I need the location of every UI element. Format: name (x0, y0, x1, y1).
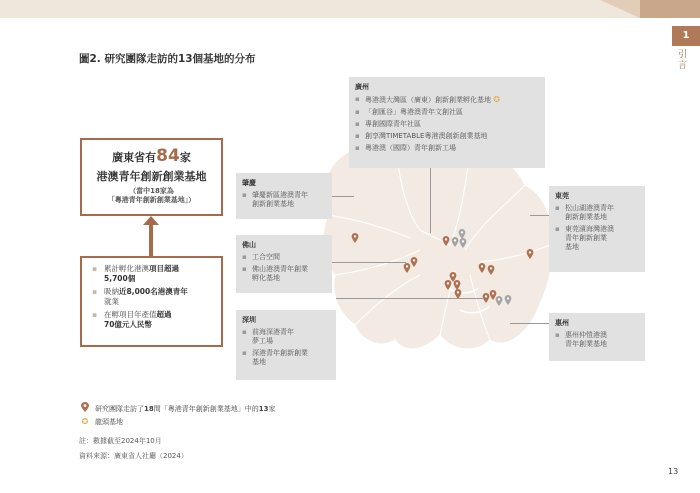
stat-item: ▪ 在孵項目年產值超過 70億元人民幣 (92, 310, 215, 330)
stat-item: ▪ 累計孵化港澳項目超過 5,700個 (92, 264, 215, 284)
side-section-label: 引言 (678, 50, 688, 71)
summary-sub-line1: （當中18家為 (129, 187, 174, 195)
top-band-accent (600, 0, 640, 18)
city-name-dongguan: 東莞 (555, 192, 569, 200)
leader-shenzhen (336, 298, 484, 299)
city-item: ▪ 「創匯谷」粵港澳青年文創社區 (355, 108, 539, 117)
city-item: ▪ 創享灣TIMETABLE粵港澳創新創業基地 (355, 132, 539, 141)
city-item: ▪ 松山湖港澳青年 創新創業基地 (555, 204, 639, 222)
top-band-dark (640, 0, 700, 18)
summary-sub (82, 187, 221, 205)
source-text: 資料來源：廣東省人社廳（2024） (79, 452, 188, 460)
stats-box (80, 256, 223, 347)
city-item: ▪ 專創國際青年社區 (355, 120, 539, 129)
summary-box (80, 138, 223, 216)
note-text: 註：數據截至2024年10月 (79, 437, 162, 445)
city-name-guangzhou: 廣州 (355, 83, 369, 91)
star-icon: ✪ (81, 417, 89, 426)
legend (79, 402, 276, 428)
city-name-zhaoqing: 肇慶 (242, 179, 256, 187)
city-item: ▪ 工合空間 (242, 253, 326, 262)
page-number: 13 (668, 467, 679, 476)
city-item: ▪ 粵港澳（國際）青年創新工場 (355, 144, 539, 153)
figure-title: 圖2. 研究團隊走訪的13個基地的分布 (79, 53, 256, 65)
map-pin-icon (79, 402, 91, 416)
city-name-foshan: 佛山 (242, 241, 256, 249)
summary-line1 (82, 146, 221, 166)
city-name-huizhou: 惠州 (555, 319, 569, 327)
city-item: ▪ 惠州仲愷港澳 青年創業基地 (555, 331, 639, 349)
callout-guangzhou (349, 77, 545, 168)
legend-star-row: ✪ 龍頭基地 (79, 416, 276, 428)
city-item: ▪ 深港青年創新創業 基地 (242, 349, 330, 367)
leader-zhaoqing (332, 196, 354, 197)
leader-huizhou (510, 323, 549, 324)
city-item: ▪ 前海深港青年 夢工場 (242, 328, 330, 346)
summary-sub-line2: 「粵港青年創新創業基地」） (107, 196, 196, 204)
leader-guangzhou (430, 168, 431, 233)
stat-item: ▪ 吸納近8,000名港澳青年 就業 (92, 287, 215, 307)
callout-shenzhen (236, 310, 336, 380)
city-name-shenzhen: 深圳 (242, 316, 256, 324)
callout-foshan (236, 235, 332, 293)
chapter-number: 1 (672, 26, 700, 46)
callout-huizhou (549, 313, 645, 361)
callout-zhaoqing (236, 173, 332, 219)
callout-dongguan (549, 186, 645, 272)
leader-dongguan (530, 215, 549, 216)
leader-foshan (332, 262, 406, 263)
notes (79, 434, 188, 464)
legend-pin-row: 研究團隊走訪了 18 間「粵港青年創新創業基地」中的 13 家 (79, 402, 276, 416)
summary-line2: 港澳青年創新創業基地 (96, 170, 207, 183)
up-arrow-shaft (149, 222, 153, 258)
city-item: ▪ 粵港澳大灣區（廣東）創新創業孵化基地 ✪ (355, 95, 539, 105)
summary-number: 84 (156, 146, 180, 166)
summary-prefix: 廣東省有 (112, 151, 157, 164)
city-item: ▪ 東莞濱海灣港澳 青年創新創業 基地 (555, 225, 639, 252)
star-icon: ✪ (493, 95, 500, 104)
summary-suffix: 家 (179, 151, 191, 164)
top-band (0, 0, 700, 18)
city-item: ▪ 佛山港澳青年創業 孵化基地 (242, 265, 326, 283)
city-item: ▪ 肇慶新區港澳青年 創新創業基地 (242, 191, 326, 209)
